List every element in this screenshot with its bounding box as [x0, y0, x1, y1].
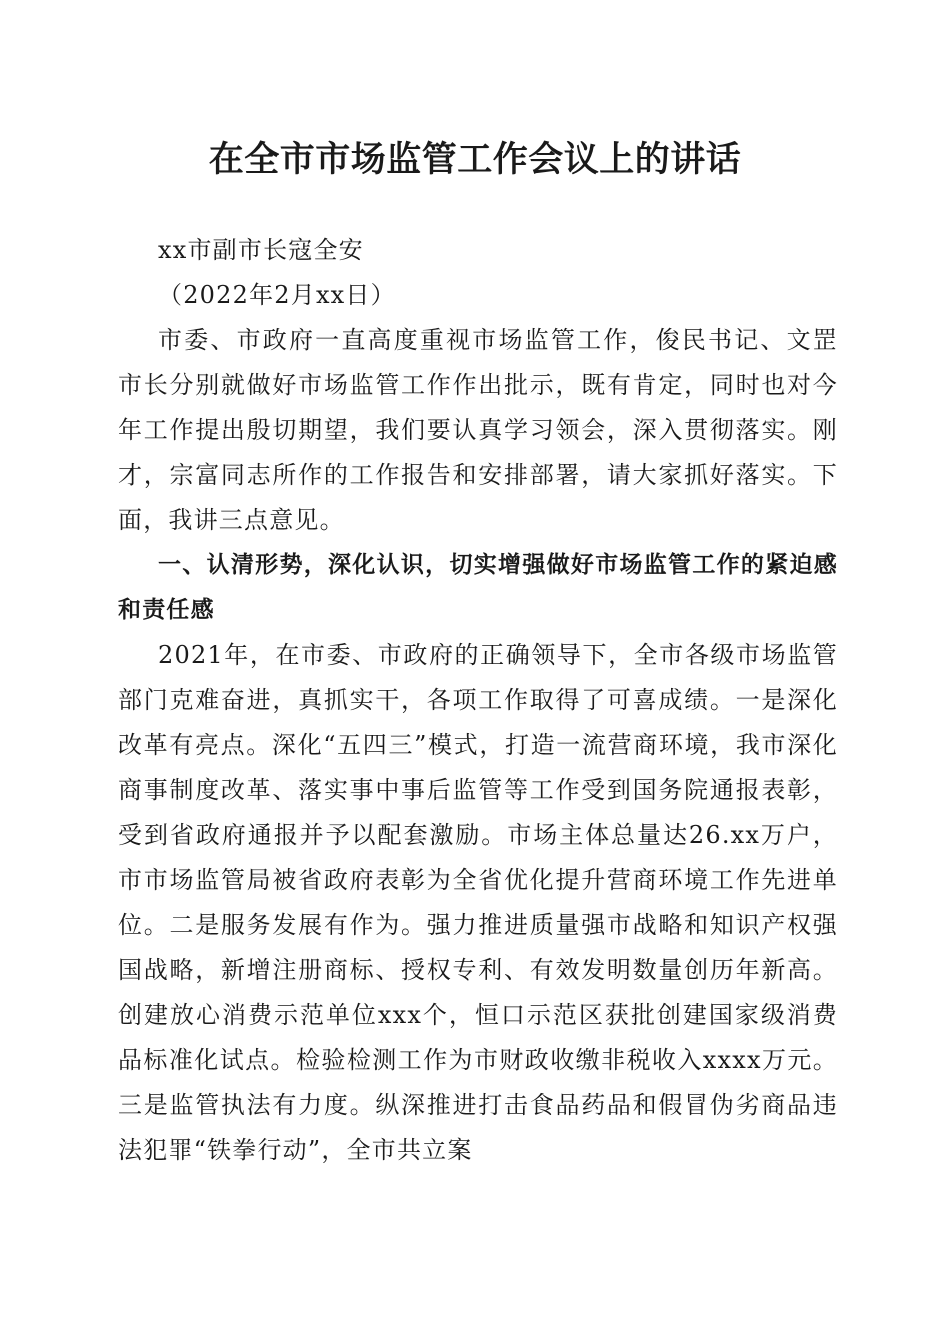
speaker-line: xx市副市长寇全安 — [158, 236, 364, 264]
section-1-paragraph: 2021年，在市委、市政府的正确领导下，全市各级市场监管部门克难奋进，真抓实干，各项工作取得了可喜成绩。一是深化改革有亮点。深化“五四三”模式，打造一流营商环境，我市深化商事制度改革、落实事中事后监管等工作受到国务院通报表彰，受到省政府通报并予以配套激励。市场主体总量达26.xx万户，市市场监管局被省政府表彰为全省优化提升营商环境工作先进单位。二是服务发展有作为。强力推进质量强市战略和知识产权强国战略，新增注册商标、授权专利、有效发明数量创历年新高。创建放心消费示范单位xxx个，恒口示范区获批创建国家级消费品标准化试点。检验检测工作为市财政收缴非税收入xxxx万元。三是监管执法有力度。纵深推进打击食品药品和假冒伪劣商品违法犯罪“铁拳行动”，全市共立案 — [118, 641, 838, 1164]
section-heading-1: 一、认清形势，深化认识，切实增强做好市场监管工作的紧迫感和责任感 — [118, 552, 838, 623]
document-title: 在全市市场监管工作会议上的讲话 — [208, 139, 742, 180]
document-body — [118, 228, 838, 1173]
intro-paragraph: 市委、市政府一直高度重视市场监管工作，俊民书记、文罡市长分别就做好市场监管工作作出批示，既有肯定，同时也对今年工作提出殷切期望，我们要认真学习领会，深入贯彻落实。刚才，宗富同志所作的工作报告和安排部署，请大家抓好落实。下面，我讲三点意见。 — [118, 326, 838, 534]
date-line: （2022年2月xx日） — [158, 281, 396, 309]
